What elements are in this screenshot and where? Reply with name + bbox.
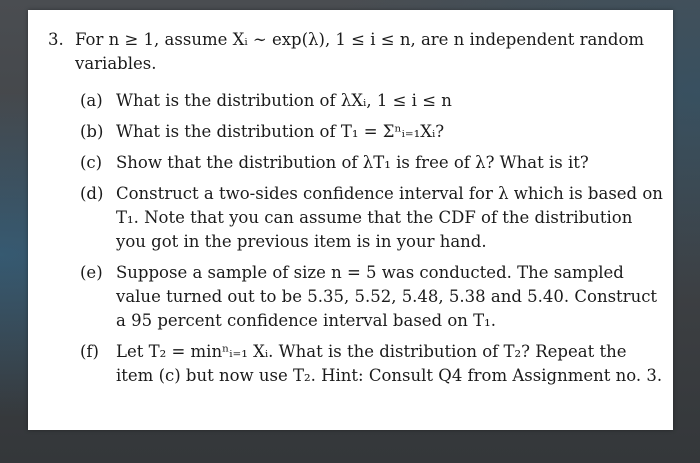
item-text: What is the distribution of λXᵢ, 1 ≤ i ≤ n: [116, 91, 452, 110]
item-e: [48, 261, 663, 333]
item-f: [48, 340, 663, 388]
problem-intro: [48, 28, 663, 76]
item-text: Suppose a sample of size n = 5 was conducted. The sampled value turned out to be 5.35, 5.52, 5.48, 5.38 and 5.40. Construct a 95 percent confidence interval based on T₁.: [116, 263, 658, 330]
item-text: Let T₂ = minⁿᵢ₌₁ Xᵢ. What is the distribution of T₂? Repeat the item (c) but now use T₂. Hint: Consult Q4 from Assignment no. 3.: [116, 342, 663, 385]
problem-intro-text: For n ≥ 1, assume Xᵢ ∼ exp(λ), 1 ≤ i ≤ n, are n independent random variables.: [75, 30, 645, 73]
item-letter: (d): [80, 184, 104, 203]
problem-3: [48, 28, 663, 395]
item-list: [48, 89, 663, 388]
item-letter: (e): [80, 263, 103, 282]
item-letter: (a): [80, 91, 103, 110]
problem-number: 3.: [48, 30, 64, 49]
item-a: [48, 89, 663, 113]
item-b: [48, 120, 663, 144]
item-d: [48, 182, 663, 254]
item-c: [48, 151, 663, 175]
item-text: What is the distribution of T₁ = Σⁿᵢ₌₁Xᵢ?: [116, 122, 445, 141]
item-letter: (b): [80, 122, 104, 141]
item-text: Show that the distribution of λT₁ is free of λ? What is it?: [116, 153, 589, 172]
document-page: [28, 10, 673, 430]
item-text: Construct a two-sides confidence interval for λ which is based on T₁. Note that you can assume that the CDF of the distribution you got in the previous item is in your hand.: [116, 184, 663, 251]
item-letter: (c): [80, 153, 103, 172]
item-letter: (f): [80, 342, 99, 361]
